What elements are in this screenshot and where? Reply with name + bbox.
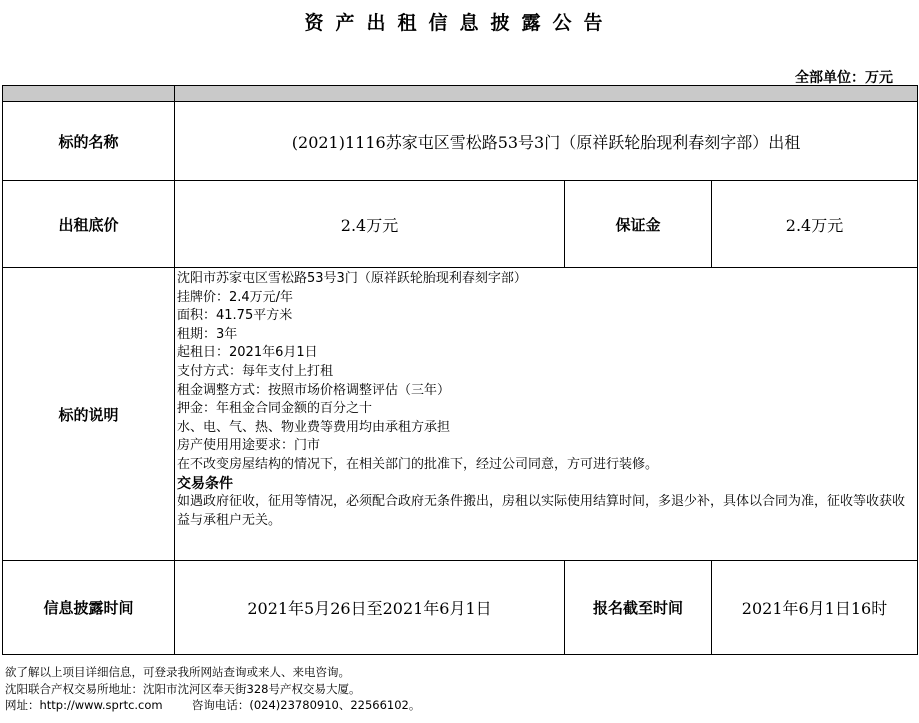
desc-line: 支付方式：每年支付上打租 — [177, 363, 334, 379]
desc-line: 面积：41.75平方米 — [177, 308, 293, 324]
desc-line: 沈阳市苏家屯区雪松路53号3门（原祥跃轮胎现利春刻字部） — [177, 271, 527, 286]
deposit-label: 保证金 — [565, 181, 712, 268]
footer-address: 沈阳联合产权交易所地址：沈阳市沈河区奉天街328号产权交易大厦。 — [5, 681, 361, 696]
desc-line: 房产使用用途要求：门市 — [177, 438, 321, 454]
website-link[interactable]: http://www.sprtc.com — [39, 698, 163, 712]
announcement-table — [2, 85, 918, 655]
table-row — [3, 561, 918, 655]
phone-number: (024)23780910、22566102。 — [249, 698, 421, 712]
name-value: (2021)1116苏家屯区雪松路53号3门（原祥跃轮胎现利春刻字部）出租 — [175, 102, 918, 181]
desc-label: 标的说明 — [3, 268, 175, 561]
desc-line: 押金：年租金合同金额的百分之十 — [177, 401, 373, 417]
footer-info: 欲了解以上项目详细信息，可登录我所网站查询或来人、来电咨询。 — [5, 665, 350, 679]
deadline-value: 2021年6月1日16时 — [712, 561, 918, 655]
price-label: 出租底价 — [3, 181, 175, 268]
desc-line: 挂牌价：2.4万元/年 — [177, 289, 294, 305]
conditions-text: 如遇政府征收，征用等情况，必须配合政府无条件搬出，房租以实际使用结算时间，多退少补，具体以合同为准，征收等收获收益与承租户无关。 — [177, 494, 906, 528]
desc-line: 水、电、气、热、物业费等费用均由承租方承担 — [177, 419, 451, 435]
table-row — [3, 181, 918, 268]
table-header-bar — [3, 86, 918, 102]
table-row — [3, 268, 918, 561]
page-title: 资产出租信息披露公告 — [304, 12, 615, 34]
name-label: 标的名称 — [3, 102, 175, 181]
desc-line: 租期：3年 — [177, 326, 238, 342]
footer — [5, 664, 420, 714]
disclosure-label: 信息披露时间 — [3, 561, 175, 655]
deposit-value: 2.4万元 — [712, 181, 918, 268]
disclosure-value: 2021年5月26日至2021年6月1日 — [175, 561, 565, 655]
desc-line: 起租日：2021年6月1日 — [177, 345, 318, 361]
desc-line: 租金调整方式：按照市场价格调整评估（三年） — [177, 382, 451, 398]
deadline-label: 报名截至时间 — [565, 561, 712, 655]
phone-label: 咨询电话： — [191, 698, 250, 712]
unit-label: 全部单位：万元 — [795, 70, 893, 86]
footer-contact — [5, 697, 420, 714]
website-label: 网址： — [5, 698, 40, 712]
table-row — [3, 102, 918, 181]
price-value: 2.4万元 — [175, 181, 565, 268]
conditions-title: 交易条件 — [177, 475, 233, 492]
desc-content — [175, 268, 918, 561]
desc-line: 在不改变房屋结构的情况下，在相关部门的批准下，经过公司同意，方可进行装修。 — [177, 456, 659, 472]
